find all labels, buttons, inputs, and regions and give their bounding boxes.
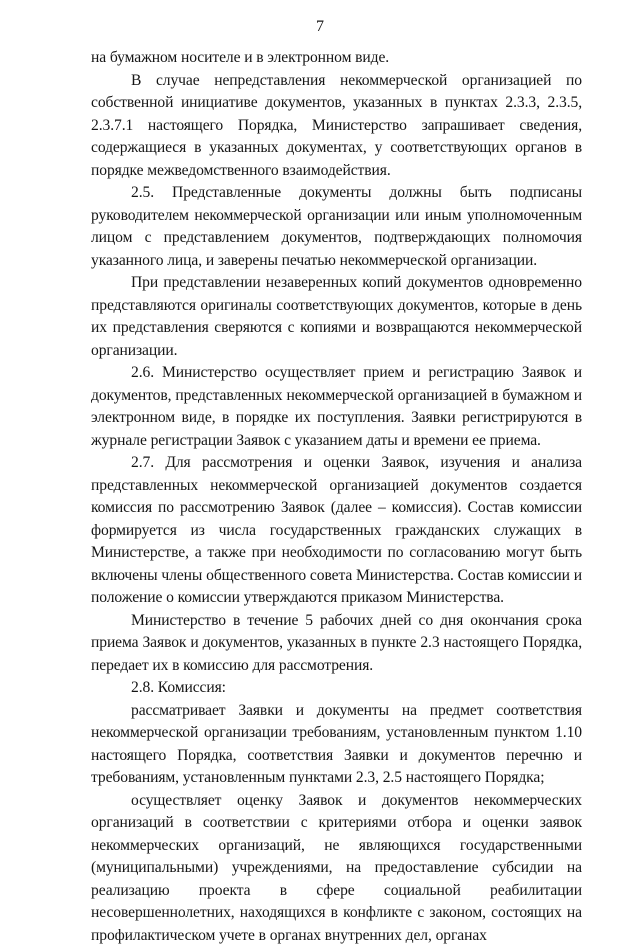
- paragraph-continuation: на бумажном носителе и в электронном виде.: [91, 47, 582, 70]
- paragraph-2-5: 2.5. Представленные документы должны быть подписаны руководителем некоммерческой организации или иным уполномоченным лицом с представлением документов, подтверждающих полномочия указанного лица, и заверены печатью некоммерческой организации.: [91, 182, 582, 272]
- paragraph-commission-transfer: Министерство в течение 5 рабочих дней со дня окончания срока приема Заявок и документов, указанных в пункте 2.3 настоящего Порядка, передает их в комиссию для рассмотрения.: [91, 610, 582, 678]
- paragraph-2-8: 2.8. Комиссия:: [91, 677, 582, 700]
- paragraph-uncertified-copies: При представлении незаверенных копий документов одновременно представляются оригиналы соответствующих документов, которые в день их представления сверяются с копиями и возвращаются некоммерческой организации.: [91, 272, 582, 362]
- paragraph-commission-evaluation: осуществляет оценку Заявок и документов некоммерческих организаций в соответствии с критериями отбора и оценки заявок некоммерческих организаций, не являющихся государственными (муниципальными) учреждениями, на предоставление субсидии на реализацию проекта в сфере социальной реабилитации несовершеннолетних, находящихся в конфликте с законом, состоящих на профилактическом учете в органах внутренних дел, органах: [91, 790, 582, 947]
- paragraph-2-7: 2.7. Для рассмотрения и оценки Заявок, изучения и анализа представленных некоммерческой организацией документов создается комиссия по рассмотрению Заявок (далее – комиссия). Состав комиссии формируется из числа государственных гражданских служащих в Министерстве, а также при необходимости по согласованию могут быть включены члены общественного совета Министерства. Состав комиссии и положение о комиссии утверждаются приказом Министерства.: [91, 452, 582, 610]
- document-body: [91, 47, 582, 947]
- paragraph-interagency-request: В случае непредставления некоммерческой организацией по собственной инициативе документов, указанных в пунктах 2.3.3, 2.3.5, 2.3.7.1 настоящего Порядка, Министерство запрашивает сведения, содержащиеся в указанных документах, у соответствующих органов в порядке межведомственного взаимодействия.: [91, 70, 582, 183]
- page-number: 7: [0, 18, 640, 36]
- paragraph-2-6: 2.6. Министерство осуществляет прием и регистрацию Заявок и документов, представленных некоммерческой организацией в бумажном и электронном виде, в порядке их поступления. Заявки регистрируются в журнале регистрации Заявок с указанием даты и времени ее приема.: [91, 362, 582, 452]
- paragraph-commission-review: рассматривает Заявки и документы на предмет соответствия некоммерческой организации требованиям, установленным пунктом 1.10 настоящего Порядка, соответствия Заявки и документов перечню и требованиям, установленным пунктами 2.3, 2.5 настоящего Порядка;: [91, 700, 582, 790]
